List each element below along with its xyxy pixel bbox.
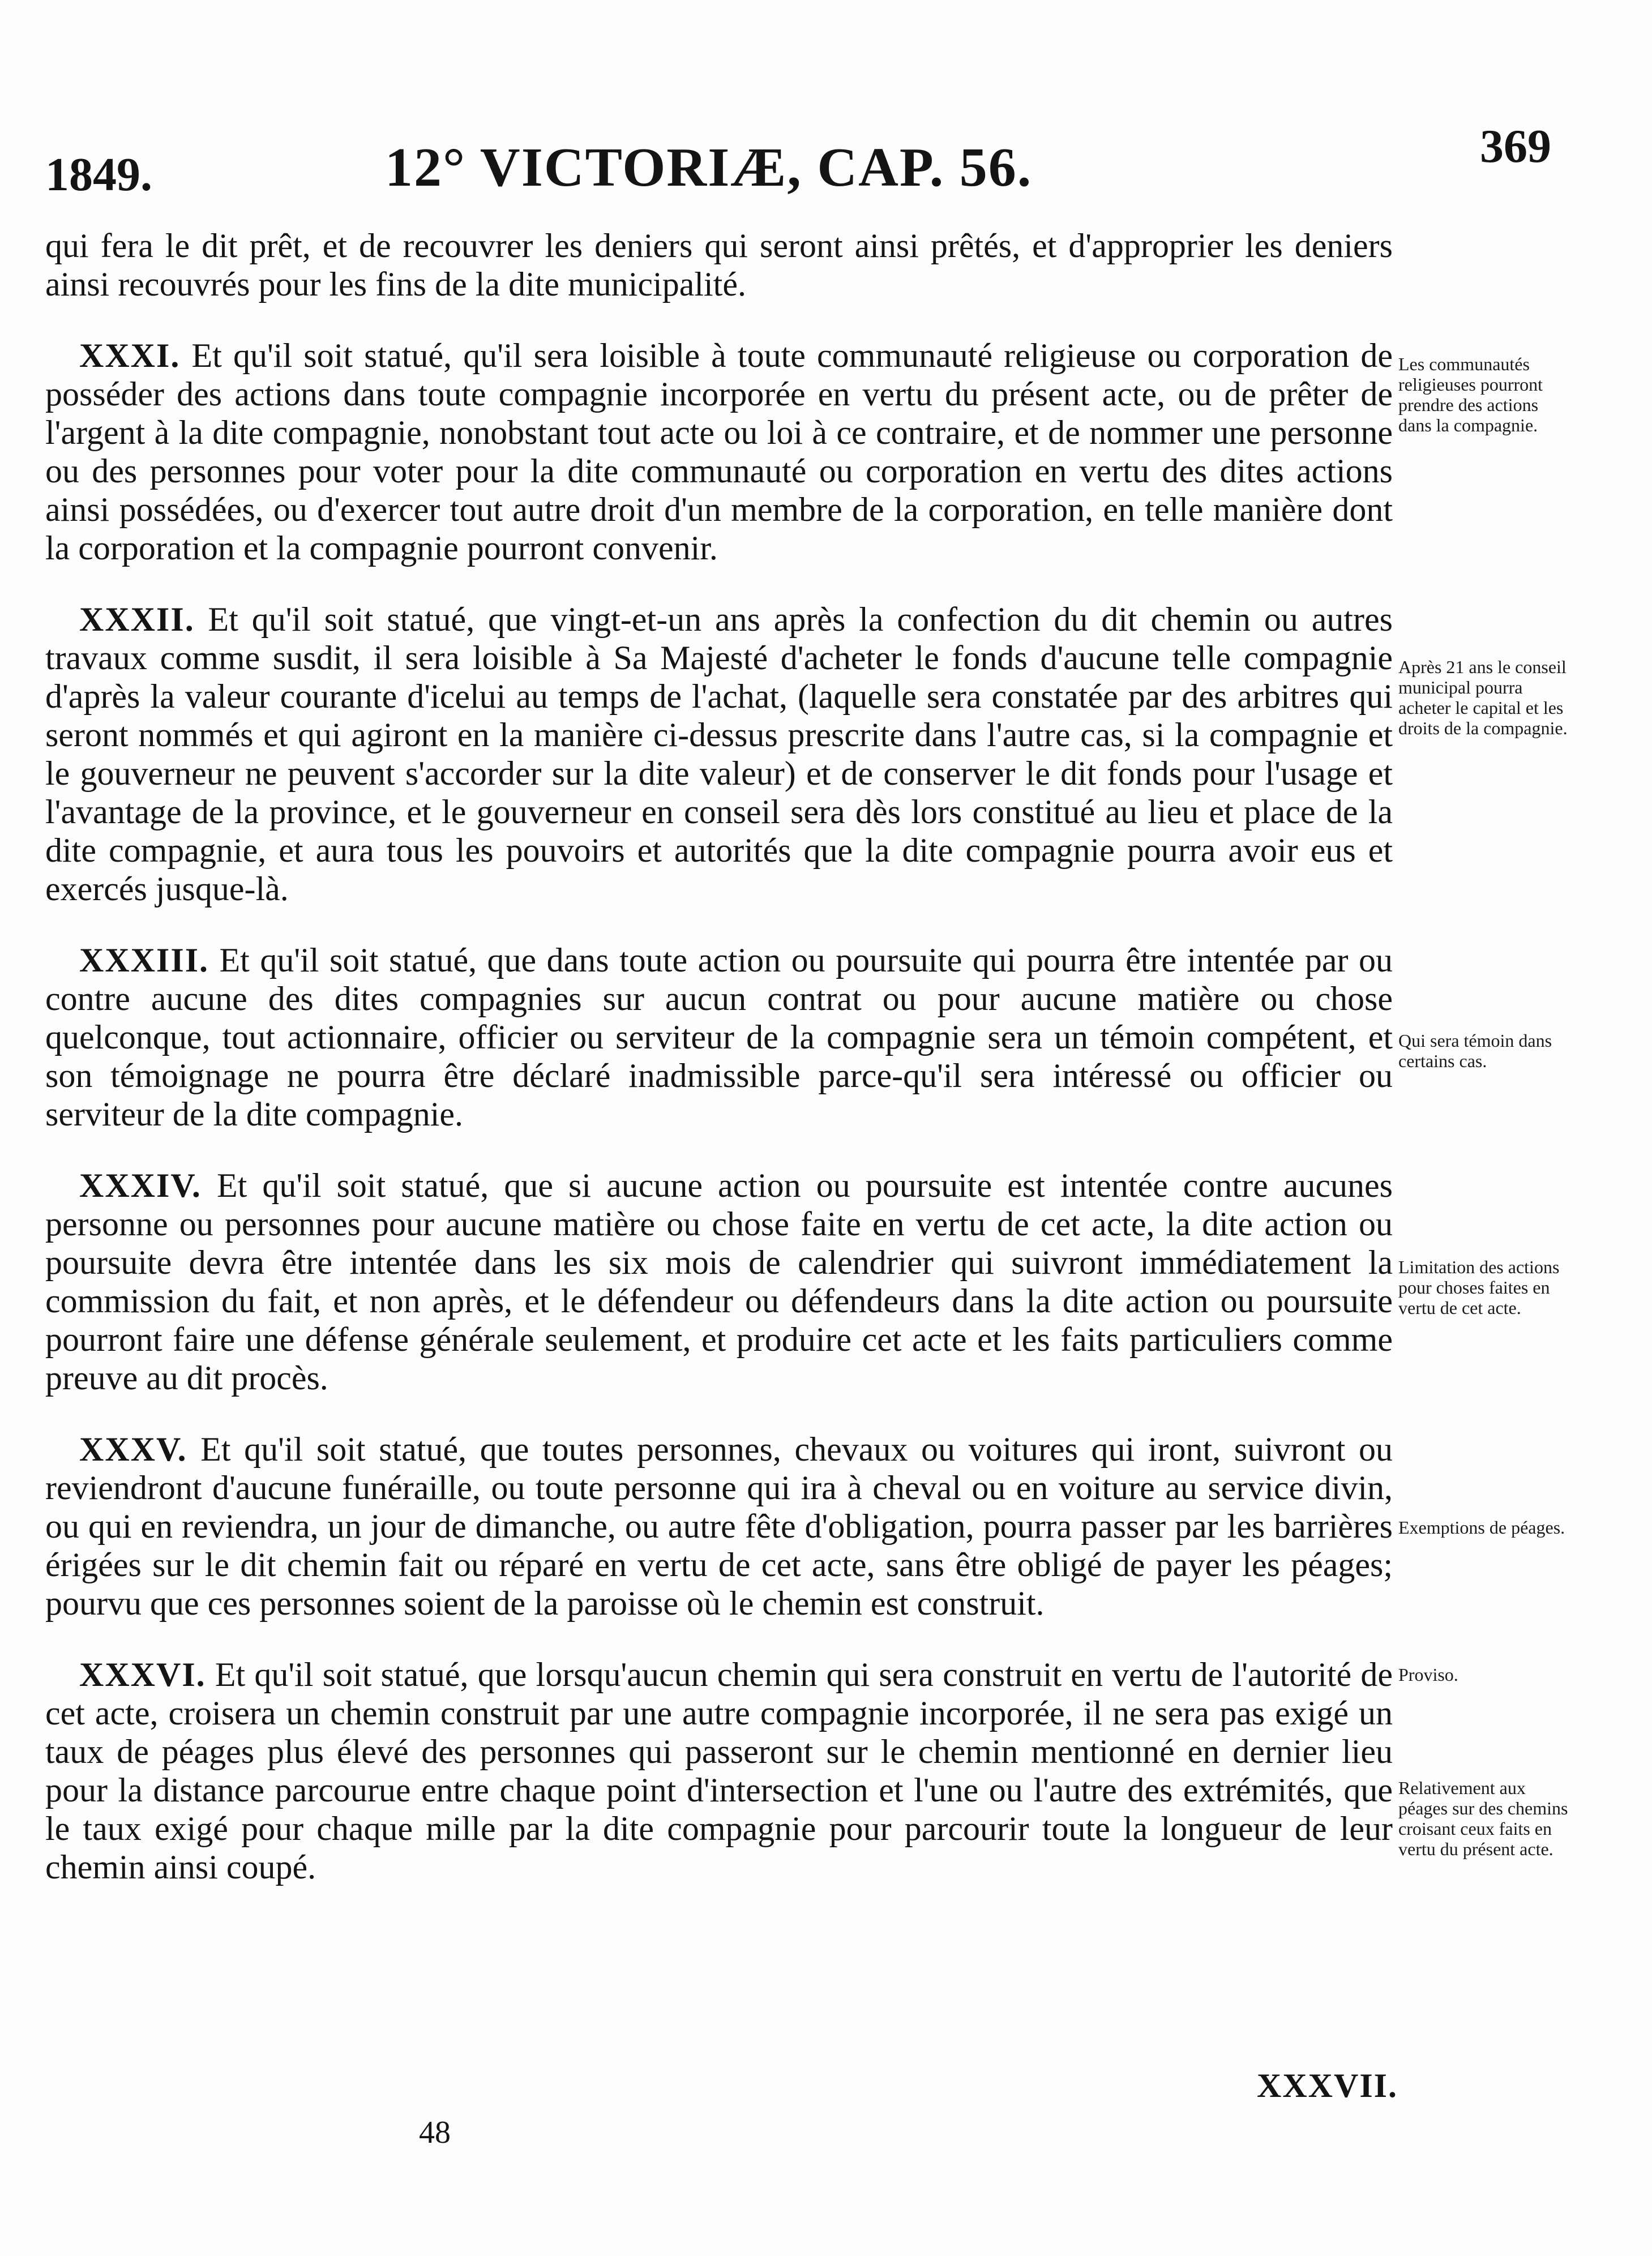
section-number: XXXV.	[79, 1431, 187, 1468]
margin-note-xxxi: Les communautés religieuses pourront prendre des actions dans la compagnie.	[1398, 354, 1543, 435]
section-number: XXXI.	[79, 337, 181, 374]
signature-mark: 48	[419, 2115, 451, 2150]
section-number: XXXVI.	[79, 1656, 206, 1693]
section-text: Et qu'il soit statué, que si aucune action ou poursuite est intentée contre aucunes personne ou personnes pour aucune matière ou chose faite en vertu de cet acte, la dite action ou poursuite devra être intentée dans les six mois de calendrier qui suivront immédiatement la commission du fait, et non après, et le défendeur ou défendeurs dans la dite action ou poursuite pourront faire une défense générale seulement, et produire cet acte et les faits particuliers comme preuve au dit procès.	[45, 1167, 1393, 1397]
section-xxxiii	[45, 941, 1393, 1133]
section-xxxiv	[45, 1166, 1393, 1397]
margin-note-xxxvi: Relativement aux péages sur des chemins croisant ceux faits en vertu du présent acte.	[1398, 1778, 1568, 1859]
section-xxxii	[45, 600, 1393, 908]
section-text: Et qu'il soit statué, que dans toute action ou poursuite qui pourra être intentée par ou contre aucune des dites compagnies sur aucun contrat ou pour aucune matière ou chose quelconque, tout actionnaire, officier ou serviteur de la compagnie sera un témoin compétent, et son témoignage ne pourra être déclaré inadmissible parce-qu'il sera intéressé ou officier ou serviteur de la dite compagnie.	[45, 941, 1393, 1133]
page-header	[45, 113, 1551, 201]
catchword: XXXVII.	[1257, 2067, 1398, 2104]
body-text	[45, 226, 1393, 1919]
margin-note-proviso: Proviso.	[1398, 1664, 1458, 1685]
margin-note-xxxii: Après 21 ans le conseil municipal pourra acheter le capital et les droits de la compagnie.	[1398, 657, 1568, 738]
section-xxxvi	[45, 1655, 1393, 1886]
section-number: XXXII.	[79, 601, 195, 638]
header-year: 1849.	[45, 148, 152, 201]
page-number: 369	[1480, 120, 1551, 173]
section-xxxv	[45, 1430, 1393, 1623]
margin-note-xxxiii: Qui sera témoin dans certains cas.	[1398, 1030, 1552, 1071]
continuation-paragraph: qui fera le dit prêt, et de recouvrer les deniers qui seront ainsi prêtés, et d'approprier les deniers ainsi recouvrés pour les fins de la dite municipalité.	[45, 227, 1393, 303]
section-number: XXXIV.	[79, 1167, 202, 1204]
section-number: XXXIII.	[79, 941, 209, 979]
margin-note-xxxiv: Limitation des actions pour choses faites en vertu de cet acte.	[1398, 1257, 1560, 1318]
header-title: 12° VICTORIÆ, CAP. 56.	[385, 137, 1033, 198]
section-text: Et qu'il soit statué, que toutes personnes, chevaux ou voitures qui iront, suivront ou reviendront d'aucune funéraille, ou toute personne qui ira à cheval ou en voiture au service divin, ou qui en reviendra, un jour de dimanche, ou autre fête d'obligation, pourra passer par les barrières érigées sur le dit chemin fait ou réparé en vertu de cet acte, sans être obligé de payer les péages; pourvu que ces personnes soient de la paroisse où le chemin est construit.	[45, 1431, 1393, 1622]
section-text: Et qu'il soit statué, qu'il sera loisible à toute communauté religieuse ou corporation de posséder des actions dans toute compagnie incorporée en vertu du présent acte, ou de prêter de l'argent à la dite compagnie, nonobstant tout acte ou loi à ce contraire, et de nommer une personne ou des personnes pour voter pour la dite communauté ou corporation en vertu des dites actions ainsi possédées, ou d'exercer tout autre droit d'un membre de la corporation, en telle manière dont la corporation et la compagnie pourront convenir.	[45, 337, 1393, 567]
section-text: Et qu'il soit statué, que vingt-et-un ans après la confection du dit chemin ou autres travaux comme susdit, il sera loisible à Sa Majesté d'acheter le fonds d'aucune telle compagnie d'après la valeur courante d'icelui au temps de l'achat, (laquelle sera constatée par des arbitres qui seront nommés et qui agiront en la manière ci-dessus prescrite dans l'autre cas, si la compagnie et le gouverneur ne peuvent s'accorder sur la dite valeur) et de conserver le dit fonds pour l'usage et l'avantage de la province, et le gouverneur en conseil sera dès lors constitué au lieu et place de la dite compagnie, et aura tous les pouvoirs et autorités que la dite compagnie pourra avoir eus et exercés jusque-là.	[45, 601, 1393, 907]
margin-note-xxxv: Exemptions de péages.	[1398, 1517, 1565, 1538]
section-xxxi	[45, 336, 1393, 567]
section-text: Et qu'il soit statué, que lorsqu'aucun chemin qui sera construit en vertu de l'autorité de cet acte, croisera un chemin construit par une autre compagnie incorporée, il ne sera pas exigé un taux de péages plus élevé des personnes qui passeront sur le chemin mentionné en dernier lieu pour la distance parcourue entre chaque point d'intersection et l'une ou l'autre des extrémités, que le taux exigé pour chaque mille par la dite compagnie pour parcourir toute la longueur de leur chemin ainsi coupé.	[45, 1656, 1393, 1886]
